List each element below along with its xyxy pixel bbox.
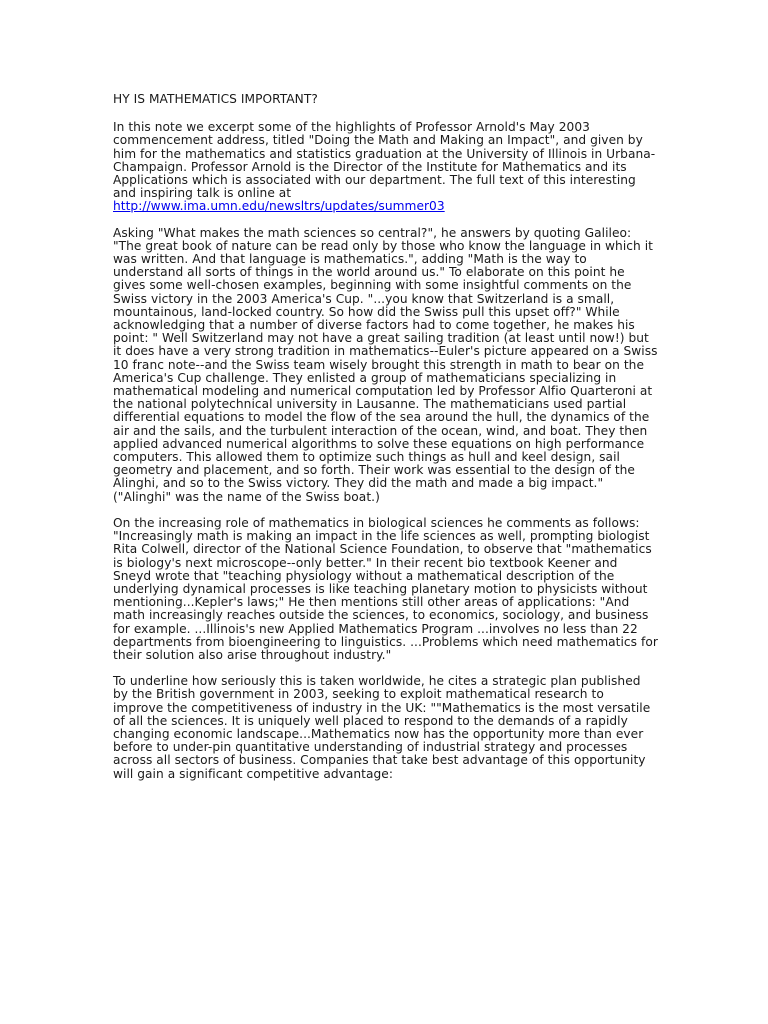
paragraph-intro-text: In this note we excerpt some of the highlights of Professor Arnold's May 2003 commencement address, titled "Doing the Math and Making an Impact", and given by him for the mathematics and statistics graduation at the University of Illinois in Urbana-Champaign. Professor Arnold is the Director of the Institute for Mathematics and its Applications which is associated with our department. The full text of this interesting and inspiring talk is online at (113, 120, 656, 201)
document-title: HY IS MATHEMATICS IMPORTANT? (113, 92, 318, 106)
document-page (113, 93, 658, 794)
paragraph-intro (113, 121, 658, 213)
paragraph-british-plan: To underline how seriously this is taken worldwide, he cites a strategic plan published by the British government in 2003, seeking to exploit mathematical research to improve the competitiveness of industry in the UK: ""Mathematics is the most versatile of all the sciences. It is uniquely well placed to respond to the demands of a rapidly changing economic landscape...Mathematics now has the opportunity more than ever before to under-pin quantitative understanding of industrial strategy and processes across all sectors of business. Companies that take best advantage of this opportunity will gain a significant competitive advantage: (113, 674, 651, 781)
paragraph-biology: On the increasing role of mathematics in biological sciences he comments as follows: "Increasingly math is making an impact in the life sciences as well, prompting biologist Rita Colwell, director of the National Science Foundation, to observe that "mathematics is biology's next microscope--only better." In their recent bio textbook Keener and Sneyd wrote that "teaching physiology without a mathematical description of the underlying dynamical processes is like teaching planetary motion to physicists without mentioning...Kepler's laws;" He then mentions still other areas of applications: "And math increasingly reaches outside the sciences, to economics, sociology, and business for example. ...Illinois's new Applied Mathematics Program ...involves no less than 22 departments from bioengineering to linguistics. ...Problems which need mathematics for their solution also arise throughout industry." (113, 515, 658, 662)
paragraph-galileo: Asking "What makes the math sciences so central?", he answers by quoting Galileo: "The great book of nature can be read only by those who know the language in which it was written. And that language is mathematics.", adding "Math is the way to understand all sorts of things in the world around us." To elaborate on this point he gives some well-chosen examples, beginning with some insightful comments on the Swiss victory in the 2003 America's Cup. "...you know that Switzerland is a small, mountainous, land-locked country. So how did the Swiss pull this upset off?" While acknowledging that a number of diverse factors had to come together, he makes his point: " Well Switzerland may not have a great sailing tradition (at least until now!) but it does have a very strong tradition in mathematics--Euler's picture appeared on a Swiss 10 franc note--and the Swiss team wisely brought this strength in math to bear on the America's Cup challenge. They enlisted a group of mathematicians specializing in mathematical modeling and numerical computation led by Professor Alfio Quarteroni at the national polytechnical university in Lausanne. The mathematicians used partial differential equations to model the flow of the sea around the hull, the dynamics of the air and the sails, and the turbulent interaction of the ocean, wind, and boat. They then applied advanced numerical algorithms to solve these equations on high performance computers. This allowed them to optimize such things as hull and keel design, sail geometry and placement, and so forth. Their work was essential to the design of the Alinghi, and so to the Swiss victory. They did the math and made a big impact." ("Alinghi" was the name of the Swiss boat.) (113, 225, 658, 504)
talk-link[interactable]: http://www.ima.umn.edu/newsltrs/updates/summer03 (113, 199, 445, 214)
